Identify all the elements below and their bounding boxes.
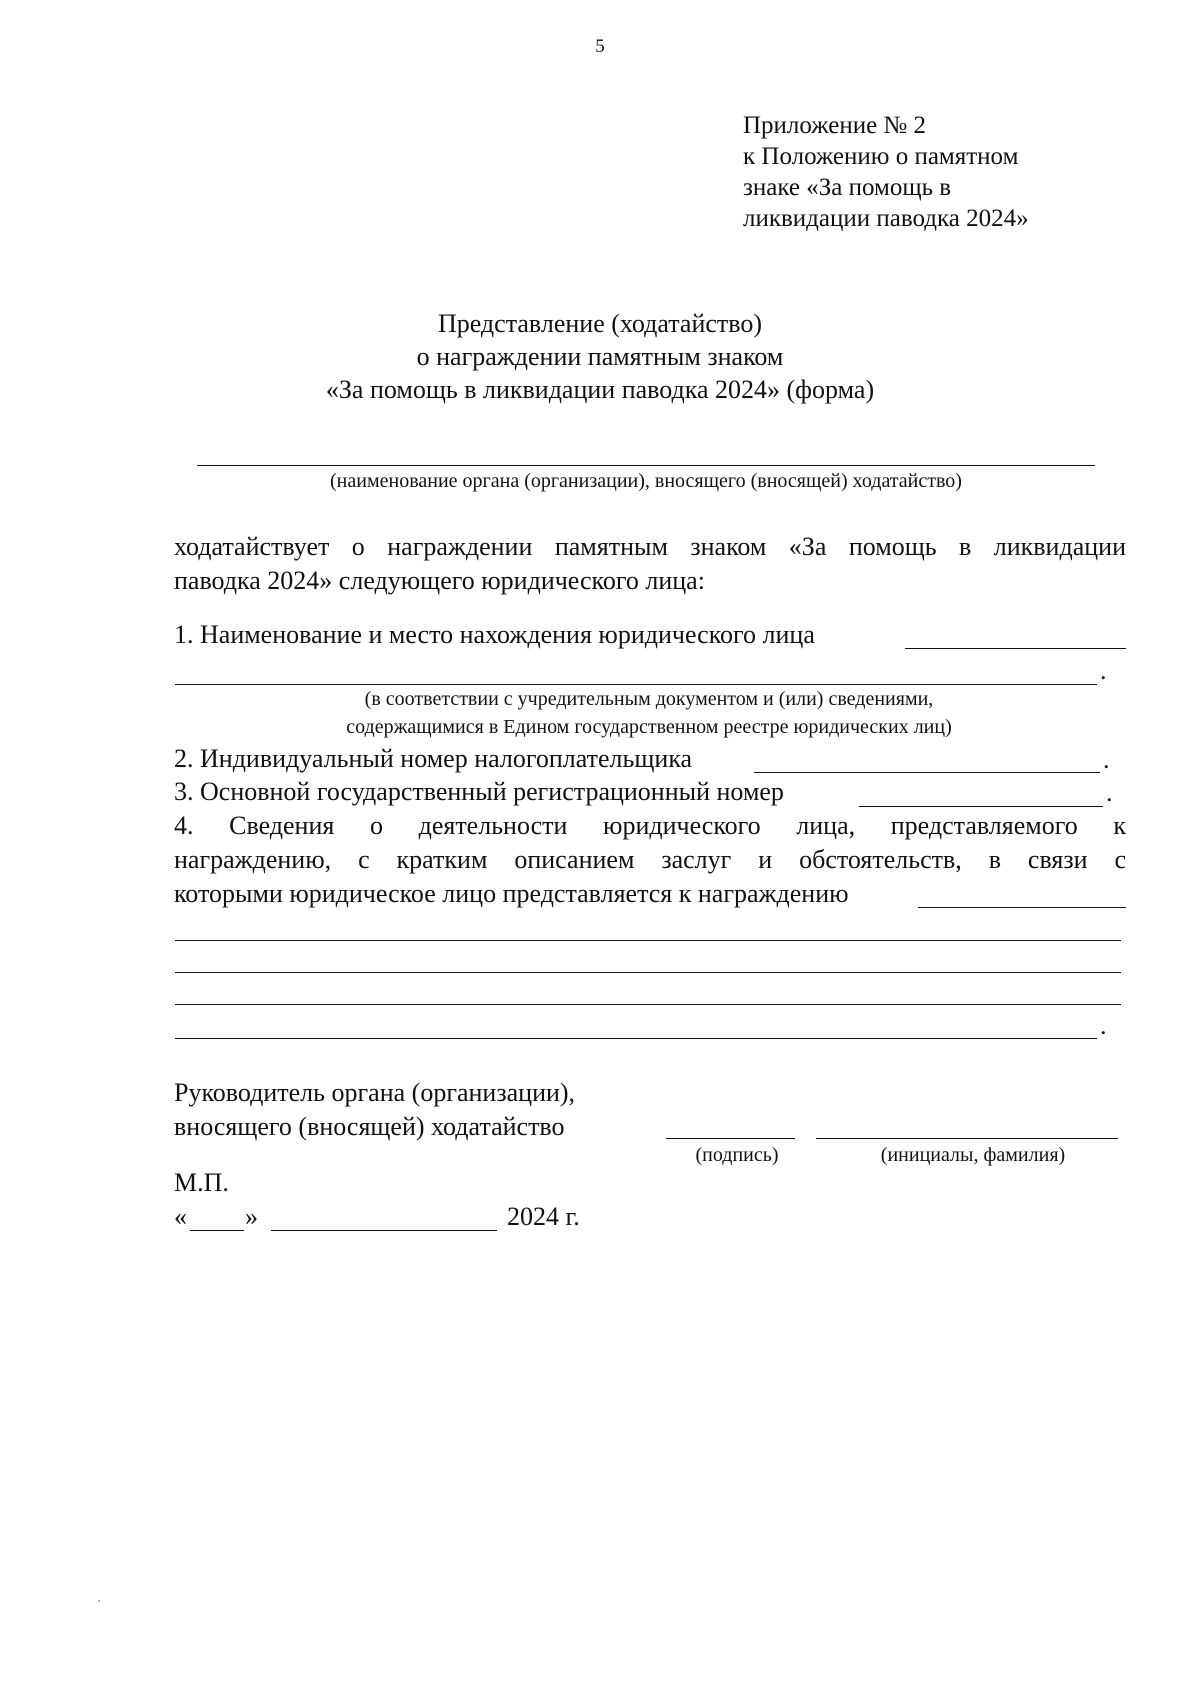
organ-caption: (наименование органа (организации), вносящего (вносящей) ходатайство) [330,470,962,492]
signature-field[interactable] [666,1138,795,1139]
title-line: Представление (ходатайство) [437,309,763,338]
title-line: о награждении памятным знаком [416,342,784,371]
stamp-label: М.П. [174,1168,229,1197]
item4-line: 4. Сведения о деятельности юридического лица, представляемого к [174,811,1126,840]
item4-field-line[interactable] [175,1038,1097,1039]
date-month-field[interactable] [271,1230,497,1231]
item1-name-field[interactable] [905,648,1126,649]
item4-field-line[interactable] [175,972,1121,973]
annex-header [743,110,1029,234]
item1-label: 1. Наименование и место нахождения юридического лица [174,620,815,649]
annex-line: к Положению о памятном [743,143,1019,170]
signature-caption: (подпись) [695,1144,779,1166]
annex-line: знаке «За помощь в [743,174,952,201]
annex-line: Приложение № 2 [743,112,927,139]
date-year: 2024 г. [507,1202,580,1231]
item4-field-line[interactable] [175,940,1121,941]
page-number: 5 [595,36,605,57]
item4-period: . [1100,1011,1107,1040]
item1-name-field-continued[interactable] [175,684,1097,685]
item3-period: . [1106,778,1113,807]
item4-line: награждению, с кратким описанием заслуг и обстоятельств, в связи с [174,845,1126,874]
intro-line: паводка 2024» следующего юридического лица: [174,566,705,595]
intro-line: ходатайствует о награждении памятным знаком «За помощь в ликвидации [174,532,1126,561]
item1-period: . [1100,656,1107,685]
form-title [0,307,1200,406]
item2-period: . [1103,745,1110,774]
scan-speck [98,1600,100,1602]
item2-label: 2. Индивидуальный номер налогоплательщика [174,744,693,773]
item1-caption: (в соответствии с учредительным документом и (или) сведениями, [364,688,934,710]
item3-label: 3. Основной государственный регистрационный номер [174,777,784,806]
date-quote-close: » [245,1202,258,1231]
item4-field[interactable] [918,907,1126,908]
head-title: Руководитель органа (организации), [174,1078,576,1107]
item4-field-line[interactable] [175,1004,1121,1005]
item1-caption: содержащимися в Едином государственном реестре юридических лиц) [346,716,952,738]
item4-line: которыми юридическое лицо представляется к награждению [174,879,849,908]
annex-line: ликвидации паводка 2024» [743,205,1029,232]
date-quote-open: « [174,1202,187,1231]
inn-field[interactable] [754,772,1100,773]
name-caption: (инициалы, фамилия) [880,1144,1066,1166]
head-title: вносящего (вносящей) ходатайство [174,1112,565,1141]
title-line: «За помощь в ликвидации паводка 2024» (форма) [325,375,875,404]
name-field[interactable] [816,1138,1118,1139]
organ-name-field[interactable] [197,465,1095,466]
date-day-field[interactable] [190,1230,244,1231]
ogrn-field[interactable] [859,806,1103,807]
